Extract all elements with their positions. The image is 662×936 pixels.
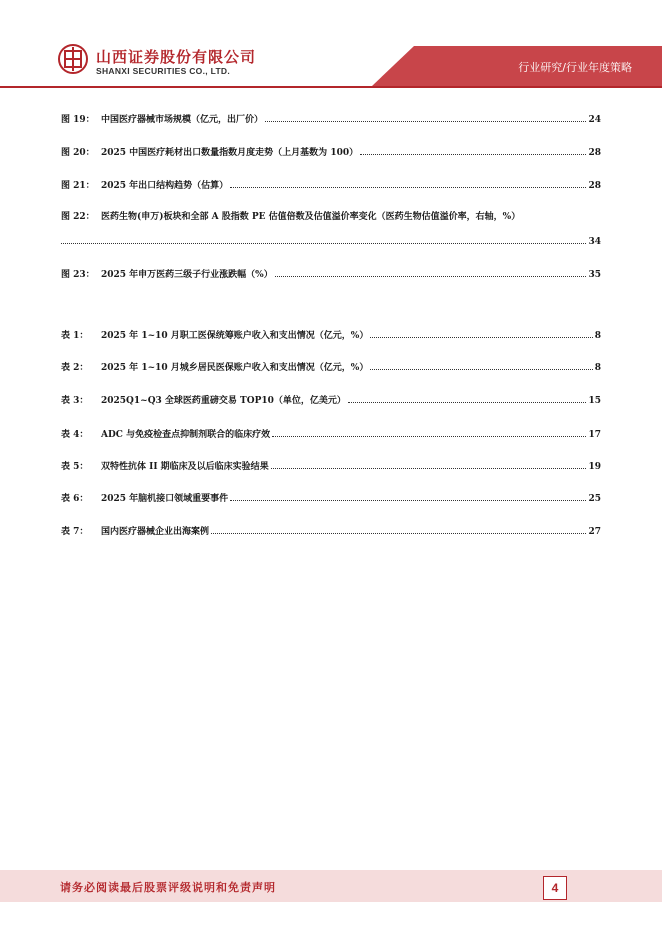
company-name-en: SHANXI SECURITIES CO., LTD. (96, 66, 231, 76)
toc-entry[interactable] (61, 456, 601, 472)
toc-entry[interactable] (61, 424, 601, 440)
toc-entry-title: 双特性抗体 II 期临床及以后临床实验结果 (101, 462, 269, 472)
toc-entry-page: 28 (588, 181, 601, 191)
toc-entry-title: 2025Q1~Q3 全球医药重磅交易 TOP10（单位，亿美元） (101, 396, 346, 406)
toc-entry-page: 24 (588, 115, 601, 125)
toc-entry-title: 2025 年出口结构趋势（估算） (101, 181, 229, 191)
toc-leader (348, 401, 587, 403)
toc-entry-title: 医药生物(申万)板块和全部 A 股指数 PE 估值倍数及估值溢价率变化（医药生物估值溢价率，右轴，%） (101, 212, 521, 222)
toc-entry-label: 表 5： (61, 462, 89, 472)
toc-entry-label: 图 21： (61, 181, 95, 191)
toc-leader (275, 275, 587, 277)
toc-entry-page: 35 (588, 270, 601, 280)
toc-entry[interactable] (61, 357, 601, 373)
toc-entry-label: 图 19： (61, 115, 95, 125)
toc-entry[interactable] (61, 390, 601, 406)
toc-entry-page: 17 (588, 430, 601, 440)
toc-leader (230, 499, 586, 501)
toc-leader (211, 532, 586, 534)
toc-entry-title: 2025 中国医疗耗材出口数量指数月度走势（上月基数为 100） (101, 148, 359, 158)
toc-entry-page: 28 (588, 148, 601, 158)
toc-entry-title: 2025 年脑机接口领域重要事件 (101, 494, 229, 504)
toc-leader (360, 153, 586, 155)
toc-entry-title: 2025 年 1~10 月城乡居民医保账户收入和支出情况（亿元，%） (101, 363, 369, 373)
toc-entry-title: 国内医疗器械企业出海案例 (101, 527, 210, 537)
toc-entry-title: 中国医疗器械市场规模（亿元，出厂价） (101, 115, 264, 125)
toc-entry-label: 表 3： (61, 396, 89, 406)
toc-entry-page: 34 (588, 237, 601, 247)
toc-entry[interactable] (61, 521, 601, 537)
company-name-cn: 山西证券股份有限公司 (96, 48, 257, 66)
toc-entry-page: 19 (588, 462, 601, 472)
toc-entry[interactable] (61, 325, 601, 341)
toc-leader (272, 435, 586, 437)
toc-entry-label: 表 6： (61, 494, 89, 504)
page-number: 4 (543, 876, 567, 900)
toc-leader (370, 336, 592, 338)
toc-entry-label: 表 4： (61, 430, 89, 440)
toc-entry-page: 8 (594, 331, 601, 341)
toc-entry[interactable] (61, 206, 601, 222)
toc-entry-page: 27 (588, 527, 601, 537)
toc-leader (370, 368, 592, 370)
toc-entry-label: 图 23： (61, 270, 95, 280)
toc-entry-title: 2025 年申万医药三级子行业涨跌幅（%） (101, 270, 273, 280)
toc-entry-label: 表 1： (61, 331, 89, 341)
toc-leader (265, 120, 586, 122)
report-category: 行业研究/行业年度策略 (518, 61, 632, 74)
toc-entry-continuation[interactable] (61, 231, 601, 247)
toc-entry-label: 表 2： (61, 363, 89, 373)
toc-entry[interactable] (61, 264, 601, 280)
toc-entry-title: 2025 年 1~10 月职工医保统筹账户收入和支出情况（亿元，%） (101, 331, 369, 341)
page-footer (0, 870, 662, 910)
header-divider (0, 86, 662, 88)
toc-entry-label: 图 22： (61, 212, 95, 222)
toc-leader (271, 467, 587, 469)
toc-entry-label: 图 20： (61, 148, 95, 158)
toc-entry-page: 15 (588, 396, 601, 406)
toc-entry[interactable] (61, 142, 601, 158)
toc-leader (230, 186, 586, 188)
toc-entry-page: 8 (594, 363, 601, 373)
toc-entry-page: 25 (588, 494, 601, 504)
footer-disclaimer: 请务必阅读最后股票评级说明和免责声明 (60, 881, 276, 894)
toc-entry[interactable] (61, 109, 601, 125)
toc-leader (61, 242, 586, 244)
toc-entry[interactable] (61, 175, 601, 191)
toc-entry[interactable] (61, 488, 601, 504)
toc-entry-label: 表 7： (61, 527, 89, 537)
page-header (0, 0, 662, 86)
toc-entry-title: ADC 与免疫检查点抑制剂联合的临床疗效 (101, 430, 271, 440)
company-logo-icon (58, 44, 88, 74)
